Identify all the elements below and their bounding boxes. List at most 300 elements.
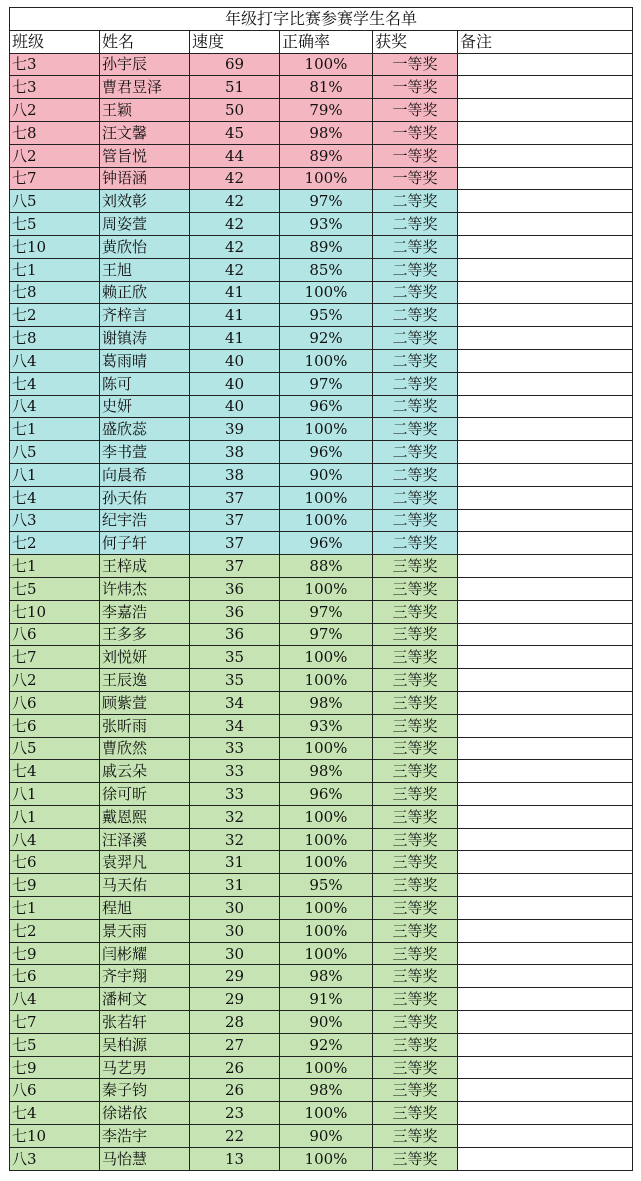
- accuracy-cell[interactable]: 100%: [280, 281, 373, 304]
- accuracy-cell[interactable]: 98%: [280, 121, 373, 144]
- speed-cell[interactable]: 36: [190, 623, 280, 646]
- class-cell[interactable]: 八6: [10, 691, 100, 714]
- header-speed[interactable]: 速度: [190, 30, 280, 53]
- name-cell[interactable]: 向晨希: [100, 463, 190, 486]
- speed-cell[interactable]: 26: [190, 1056, 280, 1079]
- class-cell[interactable]: 七2: [10, 919, 100, 942]
- award-cell[interactable]: 二等奖: [373, 349, 458, 372]
- class-cell[interactable]: 七9: [10, 1056, 100, 1079]
- award-cell[interactable]: 二等奖: [373, 441, 458, 464]
- class-cell[interactable]: 七2: [10, 304, 100, 327]
- accuracy-cell[interactable]: 96%: [280, 441, 373, 464]
- class-cell[interactable]: 七3: [10, 76, 100, 99]
- accuracy-cell[interactable]: 100%: [280, 1147, 373, 1170]
- accuracy-cell[interactable]: 92%: [280, 1033, 373, 1056]
- award-cell[interactable]: 一等奖: [373, 53, 458, 76]
- accuracy-cell[interactable]: 100%: [280, 942, 373, 965]
- name-cell[interactable]: 景天雨: [100, 919, 190, 942]
- speed-cell[interactable]: 33: [190, 760, 280, 783]
- name-cell[interactable]: 顾紫萱: [100, 691, 190, 714]
- award-cell[interactable]: 一等奖: [373, 121, 458, 144]
- name-cell[interactable]: 史妍: [100, 395, 190, 418]
- class-cell[interactable]: 八2: [10, 669, 100, 692]
- class-cell[interactable]: 七1: [10, 555, 100, 578]
- name-cell[interactable]: 张昕雨: [100, 714, 190, 737]
- class-cell[interactable]: 八4: [10, 828, 100, 851]
- name-cell[interactable]: 戴恩熙: [100, 805, 190, 828]
- note-cell[interactable]: [458, 395, 633, 418]
- award-cell[interactable]: 三等奖: [373, 760, 458, 783]
- accuracy-cell[interactable]: 97%: [280, 600, 373, 623]
- name-cell[interactable]: 齐梓言: [100, 304, 190, 327]
- name-cell[interactable]: 齐宇翔: [100, 965, 190, 988]
- accuracy-cell[interactable]: 100%: [280, 897, 373, 920]
- note-cell[interactable]: [458, 874, 633, 897]
- note-cell[interactable]: [458, 213, 633, 236]
- accuracy-cell[interactable]: 85%: [280, 258, 373, 281]
- award-cell[interactable]: 一等奖: [373, 167, 458, 190]
- accuracy-cell[interactable]: 90%: [280, 1011, 373, 1034]
- accuracy-cell[interactable]: 93%: [280, 714, 373, 737]
- header-accuracy[interactable]: 正确率: [280, 30, 373, 53]
- name-cell[interactable]: 刘悦妍: [100, 646, 190, 669]
- class-cell[interactable]: 七10: [10, 235, 100, 258]
- speed-cell[interactable]: 51: [190, 76, 280, 99]
- name-cell[interactable]: 张若轩: [100, 1011, 190, 1034]
- class-cell[interactable]: 八3: [10, 509, 100, 532]
- speed-cell[interactable]: 30: [190, 942, 280, 965]
- award-cell[interactable]: 三等奖: [373, 646, 458, 669]
- accuracy-cell[interactable]: 100%: [280, 737, 373, 760]
- award-cell[interactable]: 三等奖: [373, 1033, 458, 1056]
- header-name[interactable]: 姓名: [100, 30, 190, 53]
- award-cell[interactable]: 三等奖: [373, 600, 458, 623]
- speed-cell[interactable]: 33: [190, 783, 280, 806]
- award-cell[interactable]: 三等奖: [373, 737, 458, 760]
- speed-cell[interactable]: 13: [190, 1147, 280, 1170]
- speed-cell[interactable]: 23: [190, 1102, 280, 1125]
- class-cell[interactable]: 七3: [10, 53, 100, 76]
- class-cell[interactable]: 七4: [10, 372, 100, 395]
- note-cell[interactable]: [458, 304, 633, 327]
- speed-cell[interactable]: 42: [190, 235, 280, 258]
- speed-cell[interactable]: 42: [190, 258, 280, 281]
- accuracy-cell[interactable]: 100%: [280, 486, 373, 509]
- accuracy-cell[interactable]: 100%: [280, 509, 373, 532]
- speed-cell[interactable]: 31: [190, 874, 280, 897]
- speed-cell[interactable]: 42: [190, 213, 280, 236]
- class-cell[interactable]: 七1: [10, 418, 100, 441]
- speed-cell[interactable]: 29: [190, 988, 280, 1011]
- award-cell[interactable]: 三等奖: [373, 1011, 458, 1034]
- award-cell[interactable]: 二等奖: [373, 395, 458, 418]
- class-cell[interactable]: 八6: [10, 1079, 100, 1102]
- name-cell[interactable]: 戚云朵: [100, 760, 190, 783]
- name-cell[interactable]: 闫彬耀: [100, 942, 190, 965]
- award-cell[interactable]: 一等奖: [373, 99, 458, 122]
- speed-cell[interactable]: 37: [190, 532, 280, 555]
- class-cell[interactable]: 七6: [10, 714, 100, 737]
- class-cell[interactable]: 七8: [10, 327, 100, 350]
- name-cell[interactable]: 王多多: [100, 623, 190, 646]
- accuracy-cell[interactable]: 100%: [280, 53, 373, 76]
- name-cell[interactable]: 王梓成: [100, 555, 190, 578]
- class-cell[interactable]: 七2: [10, 532, 100, 555]
- accuracy-cell[interactable]: 96%: [280, 532, 373, 555]
- note-cell[interactable]: [458, 76, 633, 99]
- speed-cell[interactable]: 30: [190, 919, 280, 942]
- class-cell[interactable]: 八5: [10, 441, 100, 464]
- speed-cell[interactable]: 37: [190, 509, 280, 532]
- name-cell[interactable]: 曹欣然: [100, 737, 190, 760]
- note-cell[interactable]: [458, 463, 633, 486]
- name-cell[interactable]: 马艺男: [100, 1056, 190, 1079]
- speed-cell[interactable]: 26: [190, 1079, 280, 1102]
- class-cell[interactable]: 八1: [10, 783, 100, 806]
- class-cell[interactable]: 七7: [10, 167, 100, 190]
- note-cell[interactable]: [458, 988, 633, 1011]
- note-cell[interactable]: [458, 669, 633, 692]
- accuracy-cell[interactable]: 89%: [280, 235, 373, 258]
- header-class[interactable]: 班级: [10, 30, 100, 53]
- class-cell[interactable]: 七6: [10, 965, 100, 988]
- class-cell[interactable]: 七5: [10, 577, 100, 600]
- note-cell[interactable]: [458, 121, 633, 144]
- name-cell[interactable]: 王颖: [100, 99, 190, 122]
- accuracy-cell[interactable]: 100%: [280, 1056, 373, 1079]
- award-cell[interactable]: 二等奖: [373, 258, 458, 281]
- class-cell[interactable]: 八5: [10, 190, 100, 213]
- note-cell[interactable]: [458, 1147, 633, 1170]
- note-cell[interactable]: [458, 167, 633, 190]
- note-cell[interactable]: [458, 349, 633, 372]
- award-cell[interactable]: 二等奖: [373, 372, 458, 395]
- name-cell[interactable]: 袁羿凡: [100, 851, 190, 874]
- accuracy-cell[interactable]: 100%: [280, 577, 373, 600]
- note-cell[interactable]: [458, 441, 633, 464]
- header-note[interactable]: 备注: [458, 30, 633, 53]
- name-cell[interactable]: 潘柯文: [100, 988, 190, 1011]
- class-cell[interactable]: 七9: [10, 874, 100, 897]
- name-cell[interactable]: 汪泽溪: [100, 828, 190, 851]
- name-cell[interactable]: 孙天佑: [100, 486, 190, 509]
- class-cell[interactable]: 七10: [10, 600, 100, 623]
- accuracy-cell[interactable]: 95%: [280, 874, 373, 897]
- speed-cell[interactable]: 33: [190, 737, 280, 760]
- accuracy-cell[interactable]: 92%: [280, 327, 373, 350]
- note-cell[interactable]: [458, 555, 633, 578]
- accuracy-cell[interactable]: 95%: [280, 304, 373, 327]
- speed-cell[interactable]: 32: [190, 828, 280, 851]
- award-cell[interactable]: 二等奖: [373, 213, 458, 236]
- accuracy-cell[interactable]: 91%: [280, 988, 373, 1011]
- name-cell[interactable]: 吴柏源: [100, 1033, 190, 1056]
- note-cell[interactable]: [458, 828, 633, 851]
- accuracy-cell[interactable]: 100%: [280, 805, 373, 828]
- note-cell[interactable]: [458, 1011, 633, 1034]
- award-cell[interactable]: 三等奖: [373, 942, 458, 965]
- award-cell[interactable]: 三等奖: [373, 919, 458, 942]
- accuracy-cell[interactable]: 97%: [280, 190, 373, 213]
- name-cell[interactable]: 徐可昕: [100, 783, 190, 806]
- accuracy-cell[interactable]: 90%: [280, 463, 373, 486]
- class-cell[interactable]: 七5: [10, 213, 100, 236]
- accuracy-cell[interactable]: 97%: [280, 372, 373, 395]
- speed-cell[interactable]: 34: [190, 714, 280, 737]
- class-cell[interactable]: 七7: [10, 1011, 100, 1034]
- accuracy-cell[interactable]: 100%: [280, 646, 373, 669]
- note-cell[interactable]: [458, 965, 633, 988]
- note-cell[interactable]: [458, 418, 633, 441]
- award-cell[interactable]: 二等奖: [373, 327, 458, 350]
- class-cell[interactable]: 七4: [10, 760, 100, 783]
- speed-cell[interactable]: 38: [190, 441, 280, 464]
- accuracy-cell[interactable]: 88%: [280, 555, 373, 578]
- note-cell[interactable]: [458, 258, 633, 281]
- note-cell[interactable]: [458, 190, 633, 213]
- note-cell[interactable]: [458, 372, 633, 395]
- award-cell[interactable]: 二等奖: [373, 418, 458, 441]
- class-cell[interactable]: 七6: [10, 851, 100, 874]
- note-cell[interactable]: [458, 235, 633, 258]
- speed-cell[interactable]: 38: [190, 463, 280, 486]
- note-cell[interactable]: [458, 851, 633, 874]
- note-cell[interactable]: [458, 646, 633, 669]
- note-cell[interactable]: [458, 623, 633, 646]
- name-cell[interactable]: 李浩宇: [100, 1125, 190, 1148]
- note-cell[interactable]: [458, 1079, 633, 1102]
- award-cell[interactable]: 三等奖: [373, 828, 458, 851]
- name-cell[interactable]: 何子轩: [100, 532, 190, 555]
- speed-cell[interactable]: 50: [190, 99, 280, 122]
- class-cell[interactable]: 八6: [10, 623, 100, 646]
- note-cell[interactable]: [458, 942, 633, 965]
- name-cell[interactable]: 马怡慧: [100, 1147, 190, 1170]
- speed-cell[interactable]: 22: [190, 1125, 280, 1148]
- note-cell[interactable]: [458, 1102, 633, 1125]
- speed-cell[interactable]: 42: [190, 190, 280, 213]
- class-cell[interactable]: 七5: [10, 1033, 100, 1056]
- class-cell[interactable]: 七7: [10, 646, 100, 669]
- name-cell[interactable]: 陈可: [100, 372, 190, 395]
- accuracy-cell[interactable]: 100%: [280, 669, 373, 692]
- award-cell[interactable]: 三等奖: [373, 988, 458, 1011]
- name-cell[interactable]: 王旭: [100, 258, 190, 281]
- note-cell[interactable]: [458, 919, 633, 942]
- class-cell[interactable]: 七4: [10, 486, 100, 509]
- note-cell[interactable]: [458, 737, 633, 760]
- speed-cell[interactable]: 32: [190, 805, 280, 828]
- speed-cell[interactable]: 31: [190, 851, 280, 874]
- speed-cell[interactable]: 35: [190, 669, 280, 692]
- award-cell[interactable]: 三等奖: [373, 805, 458, 828]
- speed-cell[interactable]: 28: [190, 1011, 280, 1034]
- award-cell[interactable]: 三等奖: [373, 965, 458, 988]
- speed-cell[interactable]: 40: [190, 372, 280, 395]
- award-cell[interactable]: 三等奖: [373, 691, 458, 714]
- speed-cell[interactable]: 45: [190, 121, 280, 144]
- award-cell[interactable]: 三等奖: [373, 783, 458, 806]
- award-cell[interactable]: 三等奖: [373, 1147, 458, 1170]
- accuracy-cell[interactable]: 100%: [280, 349, 373, 372]
- award-cell[interactable]: 二等奖: [373, 304, 458, 327]
- note-cell[interactable]: [458, 714, 633, 737]
- name-cell[interactable]: 李嘉浩: [100, 600, 190, 623]
- accuracy-cell[interactable]: 97%: [280, 623, 373, 646]
- speed-cell[interactable]: 41: [190, 304, 280, 327]
- award-cell[interactable]: 二等奖: [373, 190, 458, 213]
- accuracy-cell[interactable]: 100%: [280, 418, 373, 441]
- award-cell[interactable]: 二等奖: [373, 235, 458, 258]
- class-cell[interactable]: 七8: [10, 121, 100, 144]
- award-cell[interactable]: 三等奖: [373, 1102, 458, 1125]
- award-cell[interactable]: 二等奖: [373, 486, 458, 509]
- class-cell[interactable]: 八4: [10, 395, 100, 418]
- name-cell[interactable]: 程旭: [100, 897, 190, 920]
- accuracy-cell[interactable]: 100%: [280, 828, 373, 851]
- speed-cell[interactable]: 41: [190, 327, 280, 350]
- award-cell[interactable]: 三等奖: [373, 714, 458, 737]
- accuracy-cell[interactable]: 90%: [280, 1125, 373, 1148]
- speed-cell[interactable]: 44: [190, 144, 280, 167]
- note-cell[interactable]: [458, 486, 633, 509]
- accuracy-cell[interactable]: 98%: [280, 691, 373, 714]
- speed-cell[interactable]: 41: [190, 281, 280, 304]
- note-cell[interactable]: [458, 897, 633, 920]
- accuracy-cell[interactable]: 98%: [280, 760, 373, 783]
- name-cell[interactable]: 赖正欣: [100, 281, 190, 304]
- class-cell[interactable]: 八4: [10, 349, 100, 372]
- name-cell[interactable]: 盛欣蕊: [100, 418, 190, 441]
- speed-cell[interactable]: 34: [190, 691, 280, 714]
- accuracy-cell[interactable]: 100%: [280, 851, 373, 874]
- award-cell[interactable]: 一等奖: [373, 144, 458, 167]
- speed-cell[interactable]: 69: [190, 53, 280, 76]
- class-cell[interactable]: 八2: [10, 99, 100, 122]
- speed-cell[interactable]: 27: [190, 1033, 280, 1056]
- award-cell[interactable]: 三等奖: [373, 1125, 458, 1148]
- note-cell[interactable]: [458, 783, 633, 806]
- accuracy-cell[interactable]: 98%: [280, 1079, 373, 1102]
- class-cell[interactable]: 八2: [10, 144, 100, 167]
- award-cell[interactable]: 二等奖: [373, 509, 458, 532]
- award-cell[interactable]: 三等奖: [373, 897, 458, 920]
- speed-cell[interactable]: 29: [190, 965, 280, 988]
- accuracy-cell[interactable]: 100%: [280, 167, 373, 190]
- name-cell[interactable]: 王辰逸: [100, 669, 190, 692]
- note-cell[interactable]: [458, 144, 633, 167]
- name-cell[interactable]: 黄欣怡: [100, 235, 190, 258]
- note-cell[interactable]: [458, 600, 633, 623]
- award-cell[interactable]: 三等奖: [373, 1079, 458, 1102]
- name-cell[interactable]: 刘效彰: [100, 190, 190, 213]
- accuracy-cell[interactable]: 96%: [280, 395, 373, 418]
- note-cell[interactable]: [458, 327, 633, 350]
- speed-cell[interactable]: 36: [190, 600, 280, 623]
- award-cell[interactable]: 三等奖: [373, 555, 458, 578]
- speed-cell[interactable]: 30: [190, 897, 280, 920]
- award-cell[interactable]: 二等奖: [373, 463, 458, 486]
- speed-cell[interactable]: 40: [190, 395, 280, 418]
- speed-cell[interactable]: 37: [190, 555, 280, 578]
- award-cell[interactable]: 三等奖: [373, 577, 458, 600]
- class-cell[interactable]: 七8: [10, 281, 100, 304]
- class-cell[interactable]: 八1: [10, 463, 100, 486]
- name-cell[interactable]: 周姿萱: [100, 213, 190, 236]
- speed-cell[interactable]: 39: [190, 418, 280, 441]
- note-cell[interactable]: [458, 691, 633, 714]
- note-cell[interactable]: [458, 532, 633, 555]
- name-cell[interactable]: 曹君昱泽: [100, 76, 190, 99]
- name-cell[interactable]: 马天佑: [100, 874, 190, 897]
- award-cell[interactable]: 三等奖: [373, 669, 458, 692]
- class-cell[interactable]: 八5: [10, 737, 100, 760]
- name-cell[interactable]: 汪文馨: [100, 121, 190, 144]
- class-cell[interactable]: 七1: [10, 897, 100, 920]
- note-cell[interactable]: [458, 53, 633, 76]
- note-cell[interactable]: [458, 509, 633, 532]
- speed-cell[interactable]: 37: [190, 486, 280, 509]
- award-cell[interactable]: 三等奖: [373, 1056, 458, 1079]
- note-cell[interactable]: [458, 1056, 633, 1079]
- header-award[interactable]: 获奖: [373, 30, 458, 53]
- accuracy-cell[interactable]: 89%: [280, 144, 373, 167]
- class-cell[interactable]: 八3: [10, 1147, 100, 1170]
- award-cell[interactable]: 三等奖: [373, 851, 458, 874]
- accuracy-cell[interactable]: 93%: [280, 213, 373, 236]
- sheet-title[interactable]: 年级打字比赛参赛学生名单: [10, 8, 633, 31]
- name-cell[interactable]: 纪宇浩: [100, 509, 190, 532]
- class-cell[interactable]: 七4: [10, 1102, 100, 1125]
- accuracy-cell[interactable]: 100%: [280, 1102, 373, 1125]
- class-cell[interactable]: 八1: [10, 805, 100, 828]
- name-cell[interactable]: 钟语涵: [100, 167, 190, 190]
- speed-cell[interactable]: 35: [190, 646, 280, 669]
- speed-cell[interactable]: 36: [190, 577, 280, 600]
- award-cell[interactable]: 二等奖: [373, 532, 458, 555]
- accuracy-cell[interactable]: 79%: [280, 99, 373, 122]
- note-cell[interactable]: [458, 1033, 633, 1056]
- note-cell[interactable]: [458, 281, 633, 304]
- name-cell[interactable]: 谢镇涛: [100, 327, 190, 350]
- speed-cell[interactable]: 40: [190, 349, 280, 372]
- note-cell[interactable]: [458, 760, 633, 783]
- name-cell[interactable]: 葛雨晴: [100, 349, 190, 372]
- name-cell[interactable]: 管旨悦: [100, 144, 190, 167]
- note-cell[interactable]: [458, 805, 633, 828]
- note-cell[interactable]: [458, 577, 633, 600]
- accuracy-cell[interactable]: 81%: [280, 76, 373, 99]
- name-cell[interactable]: 许炜杰: [100, 577, 190, 600]
- note-cell[interactable]: [458, 1125, 633, 1148]
- award-cell[interactable]: 二等奖: [373, 281, 458, 304]
- name-cell[interactable]: 李书萱: [100, 441, 190, 464]
- class-cell[interactable]: 八4: [10, 988, 100, 1011]
- note-cell[interactable]: [458, 99, 633, 122]
- name-cell[interactable]: 孙宇辰: [100, 53, 190, 76]
- name-cell[interactable]: 秦子钧: [100, 1079, 190, 1102]
- award-cell[interactable]: 三等奖: [373, 623, 458, 646]
- name-cell[interactable]: 徐诺依: [100, 1102, 190, 1125]
- award-cell[interactable]: 一等奖: [373, 76, 458, 99]
- speed-cell[interactable]: 42: [190, 167, 280, 190]
- accuracy-cell[interactable]: 96%: [280, 783, 373, 806]
- class-cell[interactable]: 七1: [10, 258, 100, 281]
- award-cell[interactable]: 三等奖: [373, 874, 458, 897]
- class-cell[interactable]: 七10: [10, 1125, 100, 1148]
- accuracy-cell[interactable]: 100%: [280, 919, 373, 942]
- accuracy-cell[interactable]: 98%: [280, 965, 373, 988]
